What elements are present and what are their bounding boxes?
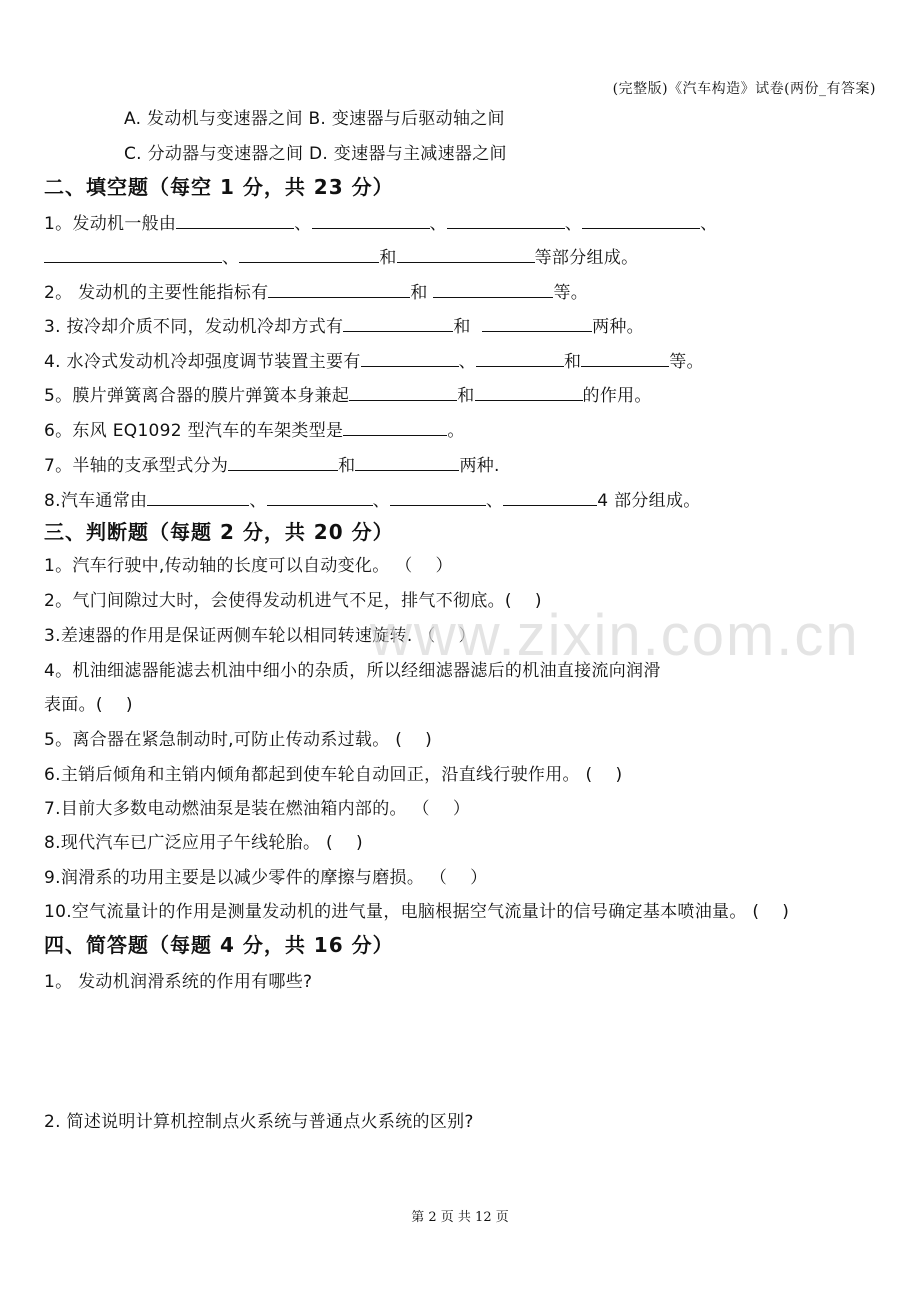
fill-q5-end: 的作用。 [582,386,652,406]
answer-blank[interactable] [343,315,453,332]
fill-q5-text: 5。膜片弹簧离合器的膜片弹簧本身兼起 [44,386,350,406]
fill-question-3 [44,315,644,338]
answer-blank[interactable] [176,212,294,229]
fill-question-8 [44,489,701,512]
short-answer-question-1: 1。 发动机润滑系统的作用有哪些? [44,972,313,992]
answer-blank[interactable] [397,246,535,263]
answer-blank[interactable] [349,384,457,401]
fill-q6-end: 。 [447,421,465,441]
answer-blank[interactable] [475,384,583,401]
fill-q4-text: 4. 水冷式发动机冷却强度调节装置主要有 [44,352,361,372]
answer-blank[interactable] [267,489,373,506]
and-text: 和 [563,352,582,372]
option-a: A. 发动机与变速器之间 [124,109,303,129]
judge-question-2: 2。气门间隙过大时，会使得发动机进气不足，排气不彻底。( ) [44,591,542,611]
and-text: 和 [410,283,428,303]
answer-blank[interactable] [268,281,410,298]
page-number: 第 2 页 共 12 页 [411,1210,509,1225]
answer-blank[interactable] [361,350,459,367]
separator: 、 [458,352,476,372]
fill-question-6 [44,419,465,442]
and-text: 和 [453,317,471,337]
answer-blank[interactable] [581,350,669,367]
judge-question-6: 6.主销后倾角和主销内倾角都起到使车轮自动回正，沿直线行驶作用。 ( ) [44,765,623,785]
judge-question-4-line-2: 表面。( ) [44,695,133,715]
judge-question-4-line-1: 4。机油细滤器能滤去机油中细小的杂质，所以经细滤器滤后的机油直接流向润滑 [44,661,661,681]
answer-blank[interactable] [482,315,592,332]
section-title-true-false: 三、判断题（每题 2 分，共 20 分） [44,520,394,544]
section-title-short-answer: 四、简答题（每题 4 分，共 16 分） [44,933,394,957]
separator: 、 [429,214,447,234]
answer-blank[interactable] [447,212,565,229]
fill-q1-text: 1。发动机一般由 [44,214,177,234]
watermark: www.zixin.com.cn [370,603,860,668]
judge-question-1: 1。汽车行驶中,传动轴的长度可以自动变化。 （ ） [44,556,453,576]
fill-question-1-line-1 [44,212,717,235]
answer-blank[interactable] [147,489,249,506]
fill-question-4 [44,350,704,373]
option-b: B. 变速器与后驱动轴之间 [308,109,505,129]
separator: 、 [564,214,583,234]
answer-blank[interactable] [390,489,486,506]
and-text: 和 [457,386,475,406]
section-title-fill-blank: 二、填空题（每空 1 分，共 23 分） [44,175,394,199]
answer-blank[interactable] [503,489,597,506]
fill-q7-text: 7。半轴的支承型式分为 [44,456,229,476]
answer-blank[interactable] [433,281,553,298]
fill-question-2 [44,281,588,304]
fill-q2-text: 2。 发动机的主要性能指标有 [44,283,269,303]
fill-q8-end: 4 部分组成。 [597,491,701,511]
separator: 、 [222,248,240,268]
separator: 、 [372,491,390,511]
answer-blank[interactable] [582,212,700,229]
separator: 、 [485,491,504,511]
answer-blank[interactable] [312,212,430,229]
judge-question-7: 7.目前大多数电动燃油泵是装在燃油箱内部的。 （ ） [44,799,471,819]
short-answer-question-2: 2. 简述说明计算机控制点火系统与普通点火系统的区别? [44,1112,474,1132]
fill-q4-end: 等。 [669,352,704,372]
judge-question-8: 8.现代汽车已广泛应用子午线轮胎。 ( ) [44,833,363,853]
answer-blank[interactable] [239,246,379,263]
answer-blank[interactable] [355,454,459,471]
option-d: D. 变速器与主减速器之间 [309,144,507,164]
judge-question-3: 3.差速器的作用是保证两侧车轮以相同转速旋转. （ ） [44,626,476,646]
fill-q8-text: 8.汽车通常由 [44,491,148,511]
document-header: (完整版)《汽车构造》试卷(两份_有答案) [612,81,876,97]
answer-blank[interactable] [476,350,564,367]
fill-q7-end: 两种. [459,456,500,476]
fill-question-1-line-2 [44,246,638,269]
fill-q3-text: 3. 按冷却介质不同，发动机冷却方式有 [44,317,344,337]
options-row-cd [124,143,507,165]
fill-question-5 [44,384,652,407]
fill-q3-end: 两种。 [592,317,644,337]
fill-q1-end: 等部分组成。 [534,248,639,268]
judge-question-10: 10.空气流量计的作用是测量发动机的进气量，电脑根据空气流量计的信号确定基本喷油量。 ( ) [44,902,790,922]
and-text: 和 [338,456,356,476]
separator: 、 [249,491,267,511]
judge-question-5: 5。离合器在紧急制动时,可防止传动系过载。 ( ) [44,730,433,750]
options-row-ab [124,108,505,130]
fill-q6-text: 6。东风 EQ1092 型汽车的车架类型是 [44,421,344,441]
separator: 、 [700,214,718,234]
fill-q2-end: 等。 [553,283,589,303]
answer-blank[interactable] [343,419,447,436]
answer-blank[interactable] [228,454,338,471]
and-text: 和 [379,248,397,268]
option-c: C. 分动器与变速器之间 [124,144,304,164]
fill-question-7 [44,454,500,477]
separator: 、 [294,214,312,234]
judge-question-9: 9.润滑系的功用主要是以减少零件的摩擦与磨损。 （ ） [44,868,488,888]
answer-blank[interactable] [44,246,222,263]
